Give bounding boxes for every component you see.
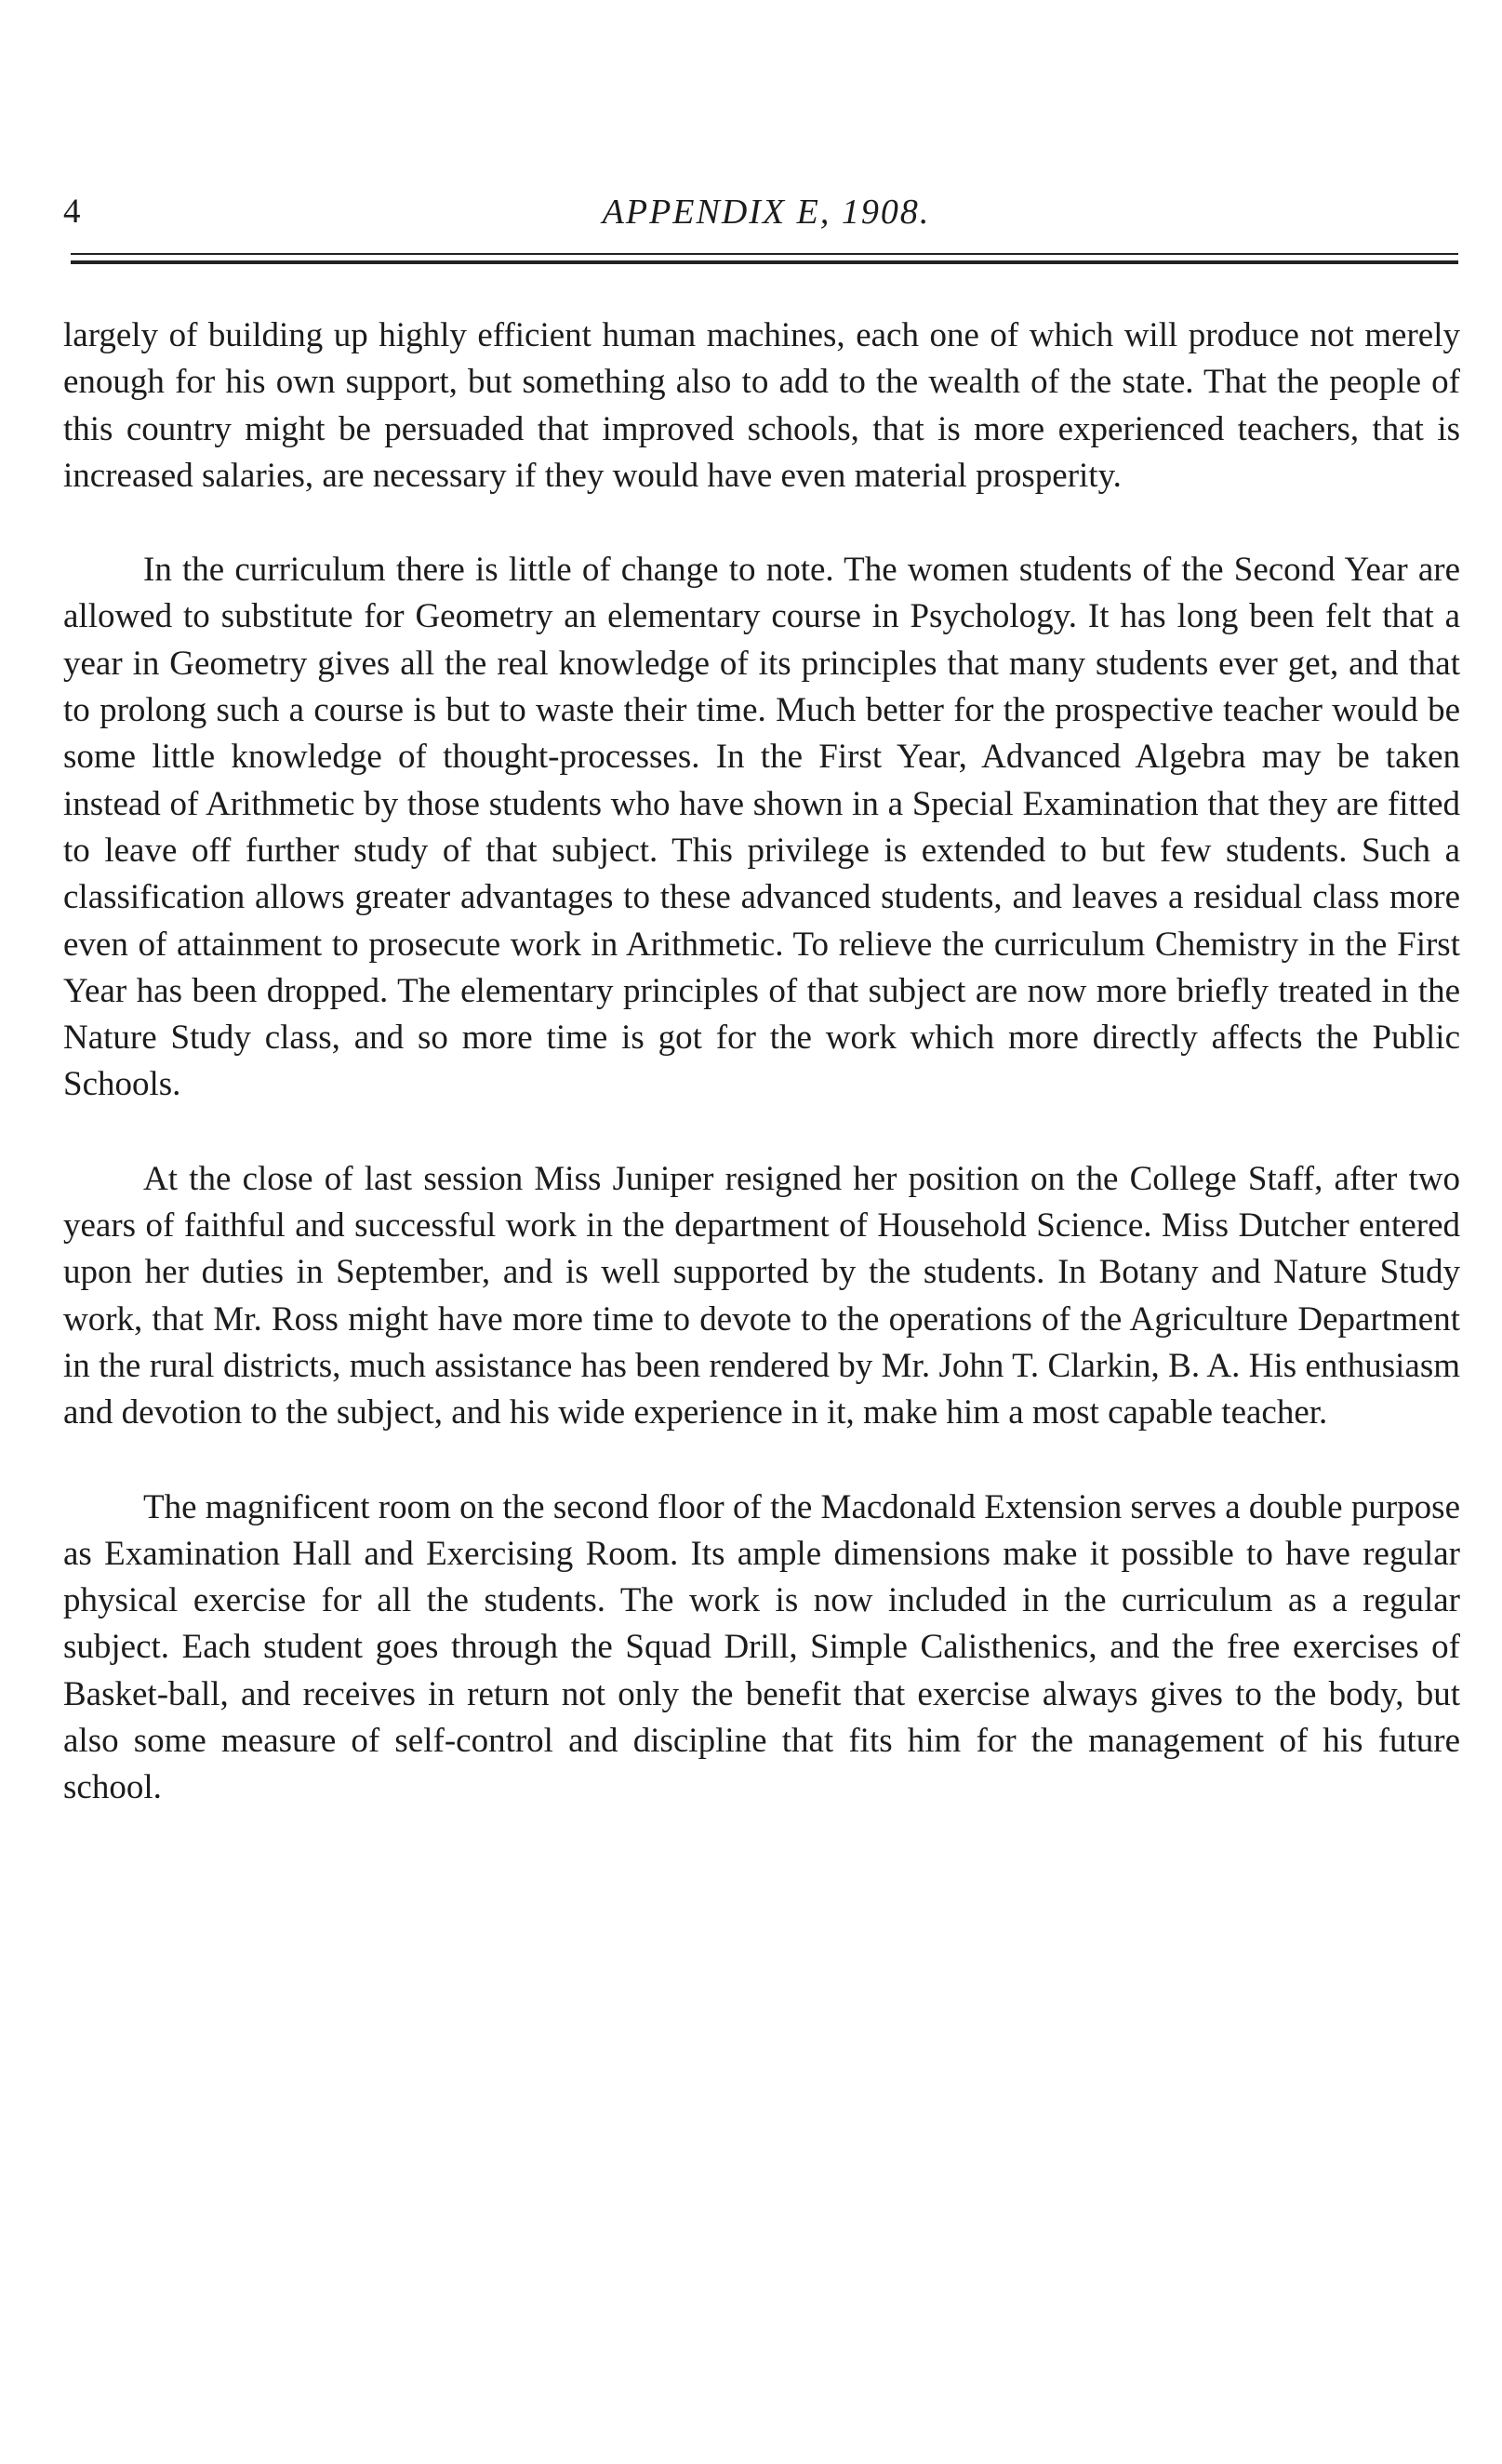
paragraph-curriculum: In the curriculum there is little of change to note. The women students of the Second Year are allowed to substitute for Geometry an elementary course in Psychology. It has long been felt that a year in Geometry gives all the real knowledge of its principles that many students ever get, and that to prolong such a course is but to waste their time. Much better for the prospective teacher would be some little knowledge of thought-processes. In the First Year, Advanced Algebra may be taken instead of Arithmetic by those students who have shown in a Special Examination that they are fitted to leave off further study of that subject. This privilege is extended to but few students. Such a classification allows greater advantages to these advanced students, and leaves a residual class more even of attainment to prosecute work in Arithmetic. To relieve the curriculum Chemistry in the First Year has been dropped. The elementary principles of that subject are now more briefly treated in the Nature Study class, and so more time is got for the work which more directly affects the Public Schools. xyxy=(63,551,1460,1104)
paragraph-exercise-room: The magnificent room on the second floor of the Macdonald Extension serves a double purpose as Examination Hall and Exercising Room. Its ample dimensions make it possible to have regular physical exercise for all the students. The work is now included in the curriculum as a regular subject. Each student goes through the Squad Drill, Simple Calisthenics, and the free exercises of Basket-ball, and receives in return not only the benefit that exercise always gives to the body, but also some measure of self-control and discipline that fits him for the management of his future school. xyxy=(63,1487,1460,1807)
running-head: APPENDIX E, 1908. xyxy=(602,193,931,232)
header-rule-thin xyxy=(71,253,1458,255)
body-text xyxy=(63,313,1460,1859)
paragraph-continuation: largely of building up highly efficient human machines, each one of which will produce not merely enough for his own support, but something also to add to the wealth of the state. That the people of this country might be persuaded that improved schools, that is more experienced teachers, that is increased salaries, are necessary if they would have even material prosperity. xyxy=(63,316,1460,495)
page-header xyxy=(63,184,1469,240)
page-number: 4 xyxy=(63,193,81,231)
paragraph-staff: At the close of last session Miss Juniper resigned her position on the College Staff, after two years of faithful and successful work in the department of Household Science. Miss Dutcher entered upon her duties in September, and is well supported by the students. In Botany and Nature Study work, that Mr. Ross might have more time to devote to the operations of the Agriculture Department in the rural districts, much assistance has been rendered by Mr. John T. Clarkin, B. A. His enthusiasm and devotion to the subject, and his wide experience in it, make him a most capable teacher. xyxy=(63,1159,1460,1432)
header-rule-thick xyxy=(71,260,1458,264)
